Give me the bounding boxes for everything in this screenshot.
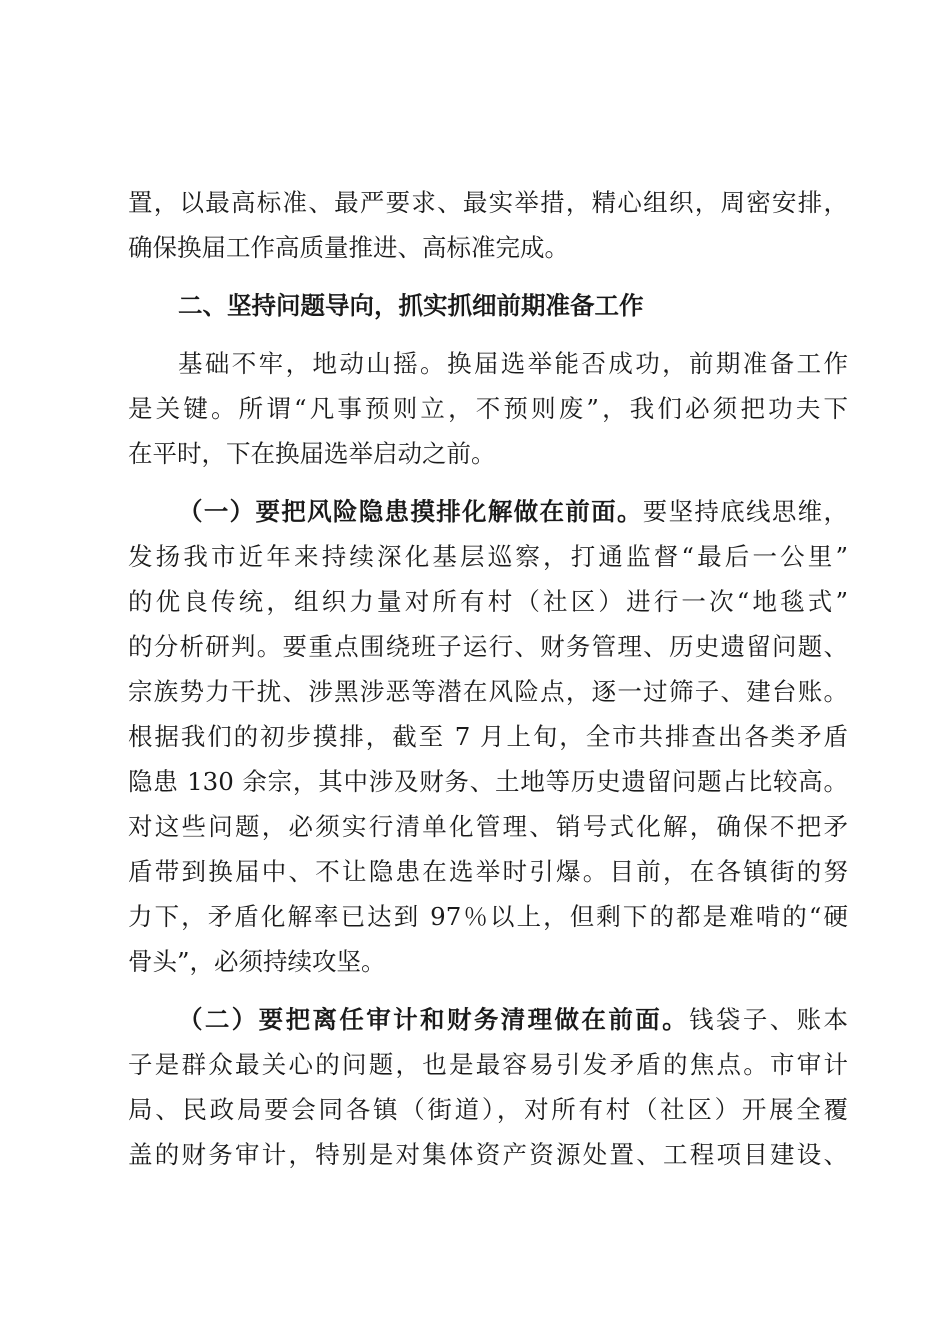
text-line: 隐患 130 余宗，其中涉及财务、土地等历史遗留问题占比较高。: [128, 767, 848, 796]
text-line: 的优良传统，组织力量对所有村（社区）进行一次“地毯式”: [128, 587, 848, 616]
text-line: [128, 489, 848, 534]
item-two-title: （二）要把离任审计和财务清理做在前面。: [178, 1005, 690, 1034]
text-line: 盾带到换届中、不让隐患在选举时引爆。目前，在各镇街的努: [128, 857, 848, 886]
text-line: 确保换届工作高质量推进、高标准完成。: [128, 233, 569, 262]
document-body: [128, 180, 848, 1177]
section-heading: 二、坚持问题导向，抓实抓细前期准备工作: [178, 291, 644, 320]
text-line: 在平时，下在换届选举启动之前。: [128, 439, 496, 468]
item-two-first-line-rest: 钱袋子、账本: [689, 1005, 849, 1034]
text-line: 局、民政局要会同各镇（街道），对所有村（社区）开展全覆: [128, 1095, 848, 1124]
item-one-title: （一）要把风险隐患摸排化解做在前面。: [178, 497, 643, 526]
text-line: 子是群众最关心的问题，也是最容易引发矛盾的焦点。市审计: [128, 1050, 848, 1079]
paragraph-item-two: [128, 997, 848, 1177]
text-line: 根据我们的初步摸排，截至 7 月上旬，全市共排查出各类矛盾: [128, 722, 848, 751]
text-line: 骨头”，必须持续攻坚。: [128, 947, 386, 976]
text-line: 发扬我市近年来持续深化基层巡察，打通监督“最后一公里”: [128, 542, 848, 571]
paragraph-intro-tail: [128, 180, 848, 270]
text-line: 是关键。所谓“凡事预则立，不预则废”，我们必须把功夫下: [128, 394, 848, 423]
text-line: 基础不牢，地动山摇。换届选举能否成功，前期准备工作: [178, 349, 848, 378]
text-line: 力下，矛盾化解率已达到 97％以上，但剩下的都是难啃的“硬: [128, 902, 848, 931]
text-line: 盖的财务审计，特别是对集体资产资源处置、工程项目建设、: [128, 1140, 848, 1169]
text-line: 的分析研判。要重点围绕班子运行、财务管理、历史遗留问题、: [128, 632, 848, 661]
item-one-first-line-rest: 要坚持底线思维，: [642, 497, 849, 526]
text-line: [128, 997, 848, 1042]
paragraph-section-two: [128, 341, 848, 476]
text-line: 宗族势力干扰、涉黑涉恶等潜在风险点，逐一过筛子、建台账。: [128, 677, 848, 706]
text-line: 置，以最高标准、最严要求、最实举措，精心组织，周密安排，: [128, 188, 848, 217]
text-line: 对这些问题，必须实行清单化管理、销号式化解，确保不把矛: [128, 812, 848, 841]
paragraph-item-one: [128, 489, 848, 984]
